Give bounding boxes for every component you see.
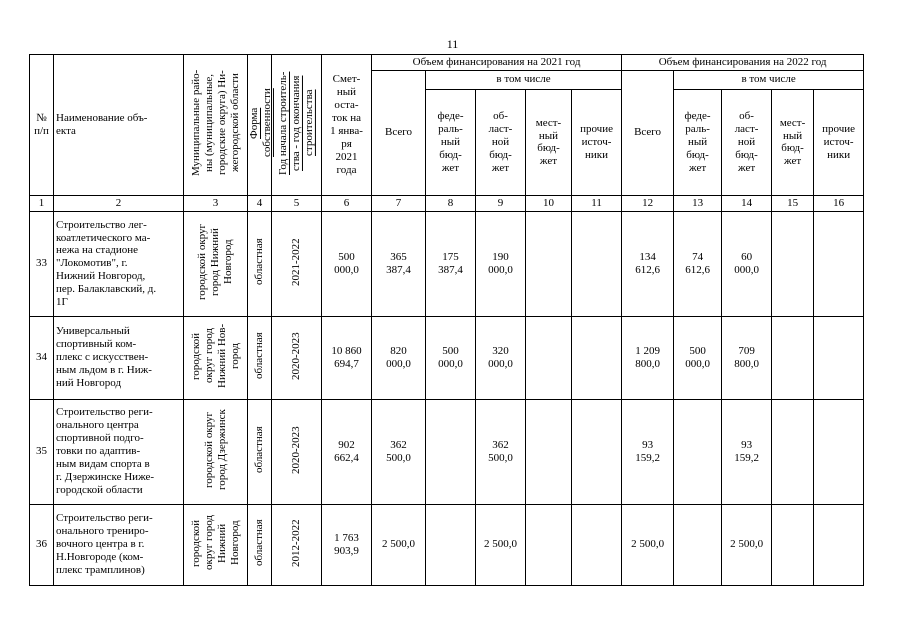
row-ownership-cell (248, 316, 272, 399)
header-local-2021: мест- ный бюд- жет (526, 89, 572, 195)
header-district-cell (184, 55, 248, 196)
row-local-2022 (772, 316, 814, 399)
row-federal-2021: 500 000,0 (426, 316, 476, 399)
row-federal-2022 (674, 399, 722, 504)
row-other-2021 (572, 399, 622, 504)
row-local-2022 (772, 211, 814, 316)
header-other-2022: прочие источ- ники (814, 89, 864, 195)
header-num: № п/п (30, 55, 54, 196)
row-district: городской округ город Нижний Нов- город (189, 323, 241, 388)
table-row (30, 399, 864, 504)
row-federal-2022 (674, 504, 722, 585)
col-number: 9 (476, 195, 526, 211)
header-years-cell (272, 55, 322, 196)
header-fin-2022: Объем финансирования на 2022 год (622, 55, 864, 71)
row-total-2021: 365 387,4 (372, 211, 426, 316)
row-regional-2022: 2 500,0 (722, 504, 772, 585)
row-ownership-cell (248, 211, 272, 316)
row-name: Универсальный спортивный ком- плекс с искусствен- ным льдом в г. Ниж- ний Новгород (54, 316, 184, 399)
page-number: 11 (446, 37, 459, 51)
header-total-2021: Всего (372, 70, 426, 195)
col-number: 15 (772, 195, 814, 211)
row-federal-2021 (426, 504, 476, 585)
row-years: 2020-2023 (290, 332, 303, 380)
row-district-cell (184, 211, 248, 316)
row-years: 2012-2022 (290, 519, 303, 567)
row-local-2021 (526, 504, 572, 585)
row-ownership-cell (248, 504, 272, 585)
row-balance: 1 763 903,9 (322, 504, 372, 585)
row-num: 35 (30, 399, 54, 504)
row-ownership-cell (248, 399, 272, 504)
row-federal-2021 (426, 399, 476, 504)
row-regional-2021: 190 000,0 (476, 211, 526, 316)
col-number: 14 (722, 195, 772, 211)
row-num: 34 (30, 316, 54, 399)
row-regional-2022: 60 000,0 (722, 211, 772, 316)
col-number: 6 (322, 195, 372, 211)
col-number: 4 (248, 195, 272, 211)
col-number: 12 (622, 195, 674, 211)
col-number: 7 (372, 195, 426, 211)
header-federal-2021: феде- раль- ный бюд- жет (426, 89, 476, 195)
row-total-2022: 2 500,0 (622, 504, 674, 585)
row-total-2022: 1 209 800,0 (622, 316, 674, 399)
row-ownership: областная (253, 332, 266, 380)
row-balance: 500 000,0 (322, 211, 372, 316)
header-row-1 (30, 55, 864, 71)
table-row (30, 316, 864, 399)
header-total-2022: Всего (622, 70, 674, 195)
header-balance: Смет- ный оста- ток на 1 янва- ря 2021 года (322, 55, 372, 196)
row-total-2022: 134 612,6 (622, 211, 674, 316)
row-local-2021 (526, 211, 572, 316)
column-numbers-row (30, 195, 864, 211)
header-local-2022: мест- ный бюд- жет (772, 89, 814, 195)
header-regional-2021: об- ласт- ной бюд- жет (476, 89, 526, 195)
header-years: Год начала строитель- ства - год окончания строительства (277, 71, 315, 175)
row-years-cell (272, 504, 322, 585)
row-num: 33 (30, 211, 54, 316)
row-regional-2022: 93 159,2 (722, 399, 772, 504)
row-total-2022: 93 159,2 (622, 399, 674, 504)
col-number: 2 (54, 195, 184, 211)
financing-table (29, 54, 864, 586)
row-other-2022 (814, 504, 864, 585)
row-regional-2021: 2 500,0 (476, 504, 526, 585)
row-federal-2022: 500 000,0 (674, 316, 722, 399)
row-other-2022 (814, 399, 864, 504)
row-federal-2022: 74 612,6 (674, 211, 722, 316)
col-number: 10 (526, 195, 572, 211)
header-including-2022: в том числе (674, 70, 864, 89)
row-district: городской округ город Нижний Новгород (189, 515, 241, 571)
header-district: Муниципальные райо- ны (муниципальные, городские округа) Ни- жегородской области (189, 69, 241, 177)
table-row (30, 211, 864, 316)
row-name: Строительство лег- коатлетического ма- нежа на стадионе "Локомотив", г. Нижний Новгород, пер. Балаклавский, д. 1Г (54, 211, 184, 316)
col-number: 13 (674, 195, 722, 211)
col-number: 16 (814, 195, 864, 211)
row-total-2021: 820 000,0 (372, 316, 426, 399)
row-total-2021: 362 500,0 (372, 399, 426, 504)
row-name: Строительство реги- онального центра спортивной подго- товки по адаптив- ным видам спорта в г. Дзержинске Ниже- городской области (54, 399, 184, 504)
row-years-cell (272, 316, 322, 399)
col-number: 8 (426, 195, 476, 211)
header-ownership-cell (248, 55, 272, 196)
row-federal-2021: 175 387,4 (426, 211, 476, 316)
row-name: Строительство реги- онального трениро- вочного центра в г. Н.Новгороде (ком- плекс трамплинов) (54, 504, 184, 585)
row-balance: 10 860 694,7 (322, 316, 372, 399)
row-ownership: областная (253, 426, 266, 474)
row-local-2022 (772, 504, 814, 585)
header-ownership: Форма собственности (248, 88, 273, 158)
row-other-2022 (814, 211, 864, 316)
col-number: 3 (184, 195, 248, 211)
header-regional-2022: об- ласт- ной бюд- жет (722, 89, 772, 195)
row-regional-2021: 320 000,0 (476, 316, 526, 399)
row-local-2022 (772, 399, 814, 504)
row-total-2021: 2 500,0 (372, 504, 426, 585)
row-balance: 902 662,4 (322, 399, 372, 504)
col-number: 11 (572, 195, 622, 211)
row-other-2021 (572, 316, 622, 399)
row-local-2021 (526, 316, 572, 399)
row-district: городской округ город Дзержинск (202, 409, 228, 491)
row-district-cell (184, 504, 248, 585)
row-num: 36 (30, 504, 54, 585)
row-years-cell (272, 399, 322, 504)
header-federal-2022: феде- раль- ный бюд- жет (674, 89, 722, 195)
row-other-2021 (572, 211, 622, 316)
row-other-2021 (572, 504, 622, 585)
row-ownership: областная (253, 519, 266, 567)
header-fin-2021: Объем финансирования на 2021 год (372, 55, 622, 71)
row-other-2022 (814, 316, 864, 399)
header-name: Наименование объ- екта (54, 55, 184, 196)
row-regional-2022: 709 800,0 (722, 316, 772, 399)
table-row (30, 504, 864, 585)
row-ownership: областная (253, 238, 266, 286)
row-years: 2021-2022 (290, 238, 303, 286)
row-years-cell (272, 211, 322, 316)
row-district-cell (184, 399, 248, 504)
row-local-2021 (526, 399, 572, 504)
header-including-2021: в том числе (426, 70, 622, 89)
col-number: 5 (272, 195, 322, 211)
row-years: 2020-2023 (290, 426, 303, 474)
row-district: городской округ город Нижний Новгород (196, 223, 234, 300)
col-number: 1 (30, 195, 54, 211)
row-regional-2021: 362 500,0 (476, 399, 526, 504)
header-other-2021: прочие источ- ники (572, 89, 622, 195)
row-district-cell (184, 316, 248, 399)
